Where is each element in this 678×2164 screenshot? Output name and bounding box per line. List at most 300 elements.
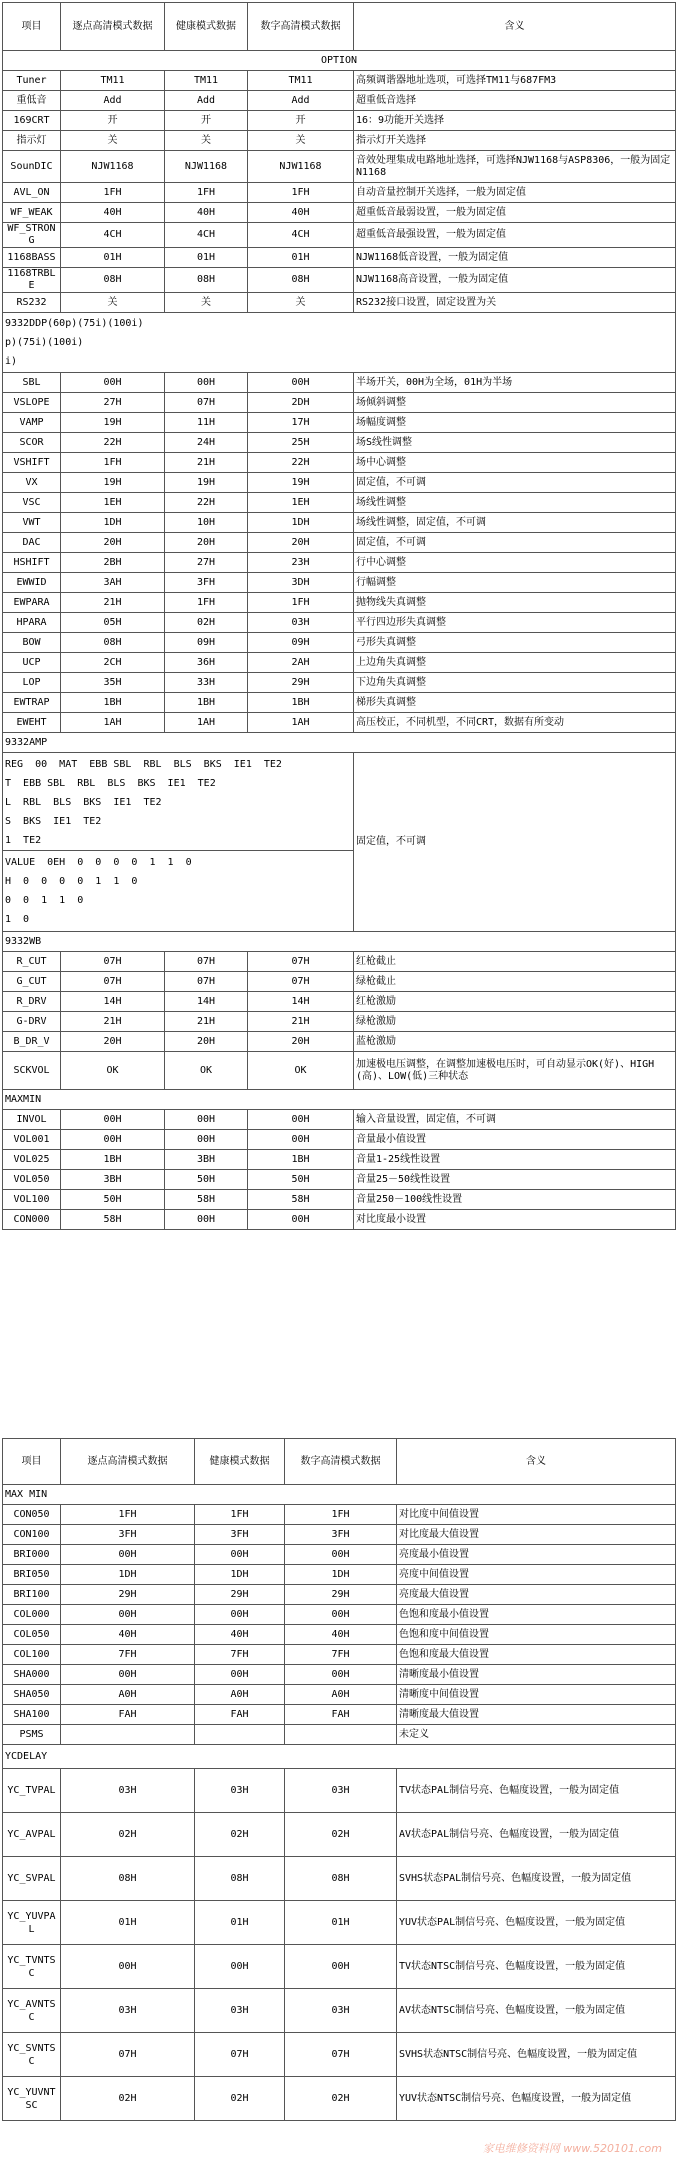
row-health-value: 1AH: [165, 713, 248, 733]
section-9332amp: 9332AMP: [3, 733, 676, 753]
row-health-value: 00H: [165, 1210, 248, 1230]
row-digitalhd-value: 08H: [248, 268, 354, 293]
row-meaning: 音量250－100线性设置: [354, 1190, 676, 1210]
row-digitalhd-value: 23H: [248, 553, 354, 573]
row-item: AVL_ON: [3, 183, 61, 203]
row-health-value: 00H: [165, 1130, 248, 1150]
row-meaning: 色饱和度最小值设置: [397, 1605, 676, 1625]
row-item: BRI100: [3, 1585, 61, 1605]
row-pointhd-value: 19H: [61, 413, 165, 433]
row-health-value: 开: [165, 111, 248, 131]
amp-meaning: 固定值，不可调: [354, 753, 676, 932]
row-meaning: SVHS状态PAL制信号亮、色幅度设置，一般为固定值: [397, 1857, 676, 1901]
row-item: YC_AVNTSC: [3, 1989, 61, 2033]
table-row: [3, 393, 676, 413]
row-item: RS232: [3, 293, 61, 313]
row-health-value: 14H: [165, 992, 248, 1012]
row-health-value: 08H: [195, 1857, 285, 1901]
table-row: [3, 151, 676, 183]
row-digitalhd-value: 00H: [285, 1945, 397, 1989]
row-health-value: A0H: [195, 1685, 285, 1705]
table-row: [3, 1769, 676, 1813]
row-item: EWPARA: [3, 593, 61, 613]
row-meaning: 清晰度最大值设置: [397, 1705, 676, 1725]
ddp-rows: [3, 373, 676, 733]
row-pointhd-value: 40H: [61, 203, 165, 223]
table-row: [3, 433, 676, 453]
row-item: BOW: [3, 633, 61, 653]
row-item: YC_YUVPAL: [3, 1901, 61, 1945]
row-pointhd-value: 3FH: [61, 1525, 195, 1545]
header-row: [3, 3, 676, 51]
row-pointhd-value: 14H: [61, 992, 165, 1012]
col-header-digitalhd: 数字高清模式数据: [285, 1439, 397, 1485]
row-pointhd-value: 01H: [61, 248, 165, 268]
table-row: [3, 1032, 676, 1052]
table-row: [3, 633, 676, 653]
row-meaning: TV状态NTSC制信号亮、色幅度设置，一般为固定值: [397, 1945, 676, 1989]
col-header-meaning: 含义: [354, 3, 676, 51]
row-pointhd-value: 08H: [61, 268, 165, 293]
table-row: [3, 693, 676, 713]
row-digitalhd-value: OK: [248, 1052, 354, 1090]
row-pointhd-value: 40H: [61, 1625, 195, 1645]
row-health-value: 1FH: [195, 1505, 285, 1525]
row-pointhd-value: 01H: [61, 1901, 195, 1945]
row-meaning: NJW1168低音设置，一般为固定值: [354, 248, 676, 268]
row-pointhd-value: 00H: [61, 1110, 165, 1130]
row-pointhd-value: 7FH: [61, 1645, 195, 1665]
row-digitalhd-value: 2AH: [248, 653, 354, 673]
row-item: R_DRV: [3, 992, 61, 1012]
table-row: [3, 1190, 676, 1210]
row-item: YC_YUVNTSC: [3, 2077, 61, 2121]
row-item: 1168TRBLE: [3, 268, 61, 293]
row-digitalhd-value: 3DH: [248, 573, 354, 593]
row-meaning: 场线性调整，固定值，不可调: [354, 513, 676, 533]
row-meaning: 色饱和度中间值设置: [397, 1625, 676, 1645]
section-row: [3, 932, 676, 952]
row-item: SHA100: [3, 1705, 61, 1725]
row-digitalhd-value: 08H: [285, 1857, 397, 1901]
row-digitalhd-value: 01H: [285, 1901, 397, 1945]
row-digitalhd-value: 00H: [248, 1210, 354, 1230]
row-pointhd-value: 35H: [61, 673, 165, 693]
row-item: VOL100: [3, 1190, 61, 1210]
row-health-value: 08H: [165, 268, 248, 293]
row-pointhd-value: 1BH: [61, 1150, 165, 1170]
table-row: [3, 268, 676, 293]
row-health-value: 关: [165, 293, 248, 313]
row-digitalhd-value: 1FH: [248, 183, 354, 203]
col-header-pointhd: 逐点高清模式数据: [61, 3, 165, 51]
table-row: [3, 1052, 676, 1090]
table-row: [3, 248, 676, 268]
row-digitalhd-value: 3FH: [285, 1525, 397, 1545]
table-row: [3, 1525, 676, 1545]
row-meaning: 高压校正，不同机型，不同CRT，数据有所变动: [354, 713, 676, 733]
row-item: SHA000: [3, 1665, 61, 1685]
row-digitalhd-value: 25H: [248, 433, 354, 453]
row-digitalhd-value: 40H: [248, 203, 354, 223]
row-meaning: 绿枪激励: [354, 1012, 676, 1032]
row-meaning: 未定义: [397, 1725, 676, 1745]
table-row: [3, 111, 676, 131]
row-health-value: 33H: [165, 673, 248, 693]
row-health-value: 00H: [195, 1545, 285, 1565]
row-item: CON100: [3, 1525, 61, 1545]
row-item: YC_SVPAL: [3, 1857, 61, 1901]
row-meaning: 超重低音选择: [354, 91, 676, 111]
row-meaning: 清晰度中间值设置: [397, 1685, 676, 1705]
row-item: VSLOPE: [3, 393, 61, 413]
section-row: [3, 1745, 676, 1769]
table-row: [3, 1665, 676, 1685]
row-health-value: 7FH: [195, 1645, 285, 1665]
row-health-value: NJW1168: [165, 151, 248, 183]
row-meaning: 半场开关，00H为全场，01H为半场: [354, 373, 676, 393]
settings-table-1: [2, 2, 676, 1230]
row-health-value: 00H: [195, 1605, 285, 1625]
table-row: [3, 553, 676, 573]
row-meaning: 弓形失真调整: [354, 633, 676, 653]
row-health-value: 4CH: [165, 223, 248, 248]
row-health-value: 10H: [165, 513, 248, 533]
row-meaning: 红枪截止: [354, 952, 676, 972]
row-health-value: [195, 1725, 285, 1745]
row-pointhd-value: 1DH: [61, 1565, 195, 1585]
row-digitalhd-value: 14H: [248, 992, 354, 1012]
row-health-value: 3FH: [165, 573, 248, 593]
row-meaning: 梯形失真调整: [354, 693, 676, 713]
row-health-value: 02H: [195, 2077, 285, 2121]
row-meaning: 行幅调整: [354, 573, 676, 593]
row-health-value: 20H: [165, 533, 248, 553]
row-meaning: 红枪激励: [354, 992, 676, 1012]
row-meaning: TV状态PAL制信号亮、色幅度设置，一般为固定值: [397, 1769, 676, 1813]
row-meaning: AV状态NTSC制信号亮、色幅度设置，一般为固定值: [397, 1989, 676, 2033]
row-pointhd-value: 21H: [61, 593, 165, 613]
table-row: [3, 593, 676, 613]
row-pointhd-value: NJW1168: [61, 151, 165, 183]
row-item: COL100: [3, 1645, 61, 1665]
row-pointhd-value: 开: [61, 111, 165, 131]
row-pointhd-value: TM11: [61, 71, 165, 91]
row-pointhd-value: 21H: [61, 1012, 165, 1032]
table-row: [3, 1945, 676, 1989]
row-pointhd-value: 1DH: [61, 513, 165, 533]
row-item: CON000: [3, 1210, 61, 1230]
row-digitalhd-value: 00H: [248, 373, 354, 393]
row-digitalhd-value: 00H: [248, 1130, 354, 1150]
row-digitalhd-value: 2DH: [248, 393, 354, 413]
row-item: DAC: [3, 533, 61, 553]
row-pointhd-value: 07H: [61, 952, 165, 972]
row-digitalhd-value: 00H: [285, 1545, 397, 1565]
row-pointhd-value: 20H: [61, 533, 165, 553]
row-health-value: 21H: [165, 453, 248, 473]
table-row: [3, 1565, 676, 1585]
row-digitalhd-value: FAH: [285, 1705, 397, 1725]
row-health-value: 40H: [195, 1625, 285, 1645]
table-row: [3, 1625, 676, 1645]
row-item: 指示灯: [3, 131, 61, 151]
col-header-pointhd: 逐点高清模式数据: [61, 1439, 195, 1485]
row-pointhd-value: 00H: [61, 1545, 195, 1565]
row-digitalhd-value: 58H: [248, 1190, 354, 1210]
row-pointhd-value: 29H: [61, 1585, 195, 1605]
row-item: VOL050: [3, 1170, 61, 1190]
row-meaning: 色饱和度最大值设置: [397, 1645, 676, 1665]
table-row: [3, 1170, 676, 1190]
row-meaning: 固定值，不可调: [354, 533, 676, 553]
row-pointhd-value: 00H: [61, 1130, 165, 1150]
row-item: BRI000: [3, 1545, 61, 1565]
row-meaning: 指示灯开关选择: [354, 131, 676, 151]
row-health-value: 19H: [165, 473, 248, 493]
row-meaning: 输入音量设置，固定值，不可调: [354, 1110, 676, 1130]
row-item: VAMP: [3, 413, 61, 433]
table-row: [3, 473, 676, 493]
row-digitalhd-value: 关: [248, 293, 354, 313]
row-health-value: 21H: [165, 1012, 248, 1032]
table-row: [3, 453, 676, 473]
table-row: [3, 1813, 676, 1857]
row-digitalhd-value: 07H: [248, 952, 354, 972]
row-health-value: 22H: [165, 493, 248, 513]
table-row: [3, 1605, 676, 1625]
row-digitalhd-value: 17H: [248, 413, 354, 433]
row-pointhd-value: 19H: [61, 473, 165, 493]
row-health-value: 关: [165, 131, 248, 151]
row-digitalhd-value: 40H: [285, 1625, 397, 1645]
row-health-value: Add: [165, 91, 248, 111]
table-row: [3, 1505, 676, 1525]
section-max-min: MAX MIN: [3, 1485, 676, 1505]
row-item: SBL: [3, 373, 61, 393]
maxmin-rows: [3, 1110, 676, 1230]
col-header-digitalhd: 数字高清模式数据: [248, 3, 354, 51]
row-meaning: 亮度最大值设置: [397, 1585, 676, 1605]
row-item: VOL025: [3, 1150, 61, 1170]
section-row: [3, 1090, 676, 1110]
table-row: [3, 203, 676, 223]
row-digitalhd-value: 1FH: [248, 593, 354, 613]
row-item: EWEHT: [3, 713, 61, 733]
row-item: G-DRV: [3, 1012, 61, 1032]
row-item: VX: [3, 473, 61, 493]
row-item: SHA050: [3, 1685, 61, 1705]
table-row: [3, 293, 676, 313]
row-item: PSMS: [3, 1725, 61, 1745]
row-item: R_CUT: [3, 952, 61, 972]
row-pointhd-value: 03H: [61, 1769, 195, 1813]
row-digitalhd-value: 1DH: [248, 513, 354, 533]
row-item: Tuner: [3, 71, 61, 91]
row-health-value: 29H: [195, 1585, 285, 1605]
row-meaning: 上边角失真调整: [354, 653, 676, 673]
row-digitalhd-value: 29H: [285, 1585, 397, 1605]
row-meaning: AV状态PAL制信号亮、色幅度设置，一般为固定值: [397, 1813, 676, 1857]
settings-table-2: [2, 1438, 676, 2121]
row-meaning: RS232接口设置，固定设置为关: [354, 293, 676, 313]
table-row: [3, 131, 676, 151]
section-option: OPTION: [3, 51, 676, 71]
table-row: [3, 1901, 676, 1945]
row-item: WF_STRONG: [3, 223, 61, 248]
row-health-value: TM11: [165, 71, 248, 91]
row-health-value: 20H: [165, 1032, 248, 1052]
row-item: SCKVOL: [3, 1052, 61, 1090]
row-pointhd-value: 05H: [61, 613, 165, 633]
row-meaning: 超重低音最强设置，一般为固定值: [354, 223, 676, 248]
row-digitalhd-value: 22H: [248, 453, 354, 473]
row-digitalhd-value: 02H: [285, 1813, 397, 1857]
row-digitalhd-value: 00H: [248, 1110, 354, 1130]
row-item: VOL001: [3, 1130, 61, 1150]
table-row: [3, 2033, 676, 2077]
section-row: [3, 313, 676, 373]
table-row: [3, 992, 676, 1012]
table-row: [3, 613, 676, 633]
row-digitalhd-value: 1AH: [248, 713, 354, 733]
row-item: COL050: [3, 1625, 61, 1645]
row-pointhd-value: 关: [61, 131, 165, 151]
row-digitalhd-value: 07H: [248, 972, 354, 992]
row-item: 重低音: [3, 91, 61, 111]
row-meaning: 音量25－50线性设置: [354, 1170, 676, 1190]
row-health-value: 50H: [165, 1170, 248, 1190]
row-meaning: 场倾斜调整: [354, 393, 676, 413]
amp-row: [3, 753, 676, 932]
row-meaning: 固定值，不可调: [354, 473, 676, 493]
row-health-value: 1DH: [195, 1565, 285, 1585]
row-pointhd-value: 00H: [61, 1605, 195, 1625]
row-health-value: 02H: [195, 1813, 285, 1857]
row-item: SCOR: [3, 433, 61, 453]
row-item: EWWID: [3, 573, 61, 593]
row-pointhd-value: 07H: [61, 972, 165, 992]
row-meaning: 清晰度最小值设置: [397, 1665, 676, 1685]
row-pointhd-value: 3AH: [61, 573, 165, 593]
row-item: INVOL: [3, 1110, 61, 1130]
row-digitalhd-value: 4CH: [248, 223, 354, 248]
row-meaning: 对比度中间值设置: [397, 1505, 676, 1525]
row-health-value: 03H: [195, 1769, 285, 1813]
table-row: [3, 1989, 676, 2033]
row-pointhd-value: 02H: [61, 2077, 195, 2121]
row-pointhd-value: OK: [61, 1052, 165, 1090]
row-meaning: 亮度中间值设置: [397, 1565, 676, 1585]
row-digitalhd-value: 00H: [285, 1665, 397, 1685]
row-item: LOP: [3, 673, 61, 693]
row-item: VSHIFT: [3, 453, 61, 473]
row-digitalhd-value: 02H: [285, 2077, 397, 2121]
row-digitalhd-value: TM11: [248, 71, 354, 91]
row-item: EWTRAP: [3, 693, 61, 713]
table-row: [3, 653, 676, 673]
row-item: CON050: [3, 1505, 61, 1525]
row-digitalhd-value: 09H: [248, 633, 354, 653]
table-row: [3, 183, 676, 203]
row-health-value: 36H: [165, 653, 248, 673]
row-meaning: 16：9功能开关选择: [354, 111, 676, 131]
table-row: [3, 493, 676, 513]
row-meaning: 平行四边形失真调整: [354, 613, 676, 633]
row-item: YC_TVPAL: [3, 1769, 61, 1813]
table-row: [3, 1857, 676, 1901]
row-meaning: YUV状态PAL制信号亮、色幅度设置，一般为固定值: [397, 1901, 676, 1945]
row-pointhd-value: 关: [61, 293, 165, 313]
row-item: WF_WEAK: [3, 203, 61, 223]
row-meaning: 蓝枪激励: [354, 1032, 676, 1052]
row-health-value: 27H: [165, 553, 248, 573]
row-pointhd-value: [61, 1725, 195, 1745]
col-header-health: 健康模式数据: [165, 3, 248, 51]
row-item: B_DR_V: [3, 1032, 61, 1052]
row-pointhd-value: 1BH: [61, 693, 165, 713]
row-pointhd-value: 50H: [61, 1190, 165, 1210]
row-pointhd-value: 1EH: [61, 493, 165, 513]
table-row: [3, 1545, 676, 1565]
row-meaning: 对比度最大值设置: [397, 1525, 676, 1545]
row-item: VSC: [3, 493, 61, 513]
section-row: [3, 1485, 676, 1505]
row-meaning: 自动音量控制开关选择，一般为固定值: [354, 183, 676, 203]
table-row: [3, 413, 676, 433]
row-health-value: 1BH: [165, 693, 248, 713]
row-meaning: 下边角失真调整: [354, 673, 676, 693]
row-pointhd-value: 1AH: [61, 713, 165, 733]
row-health-value: 00H: [165, 373, 248, 393]
row-pointhd-value: 1FH: [61, 1505, 195, 1525]
table-row: [3, 673, 676, 693]
table-row: [3, 1130, 676, 1150]
row-pointhd-value: 58H: [61, 1210, 165, 1230]
table-row: [3, 373, 676, 393]
row-digitalhd-value: 1FH: [285, 1505, 397, 1525]
row-pointhd-value: 2BH: [61, 553, 165, 573]
header-row: [3, 1439, 676, 1485]
col-header-item: 项目: [3, 3, 61, 51]
row-health-value: 01H: [165, 248, 248, 268]
row-health-value: 40H: [165, 203, 248, 223]
row-item: 1168BASS: [3, 248, 61, 268]
row-pointhd-value: 2CH: [61, 653, 165, 673]
table-row: [3, 533, 676, 553]
row-health-value: 1FH: [165, 593, 248, 613]
row-item: 169CRT: [3, 111, 61, 131]
row-item: G_CUT: [3, 972, 61, 992]
row-meaning: YUV状态NTSC制信号亮、色幅度设置，一般为固定值: [397, 2077, 676, 2121]
row-digitalhd-value: [285, 1725, 397, 1745]
row-pointhd-value: 00H: [61, 1665, 195, 1685]
row-pointhd-value: 3BH: [61, 1170, 165, 1190]
row-health-value: 03H: [195, 1989, 285, 2033]
row-pointhd-value: FAH: [61, 1705, 195, 1725]
row-pointhd-value: 1FH: [61, 453, 165, 473]
table-row: [3, 1585, 676, 1605]
row-item: YC_TVNTSC: [3, 1945, 61, 1989]
row-item: UCP: [3, 653, 61, 673]
row-digitalhd-value: 21H: [248, 1012, 354, 1032]
row-meaning: 场线性调整: [354, 493, 676, 513]
table-row: [3, 952, 676, 972]
table-row: [3, 1210, 676, 1230]
row-health-value: 24H: [165, 433, 248, 453]
section-maxmin: MAXMIN: [3, 1090, 676, 1110]
row-pointhd-value: 00H: [61, 1945, 195, 1989]
